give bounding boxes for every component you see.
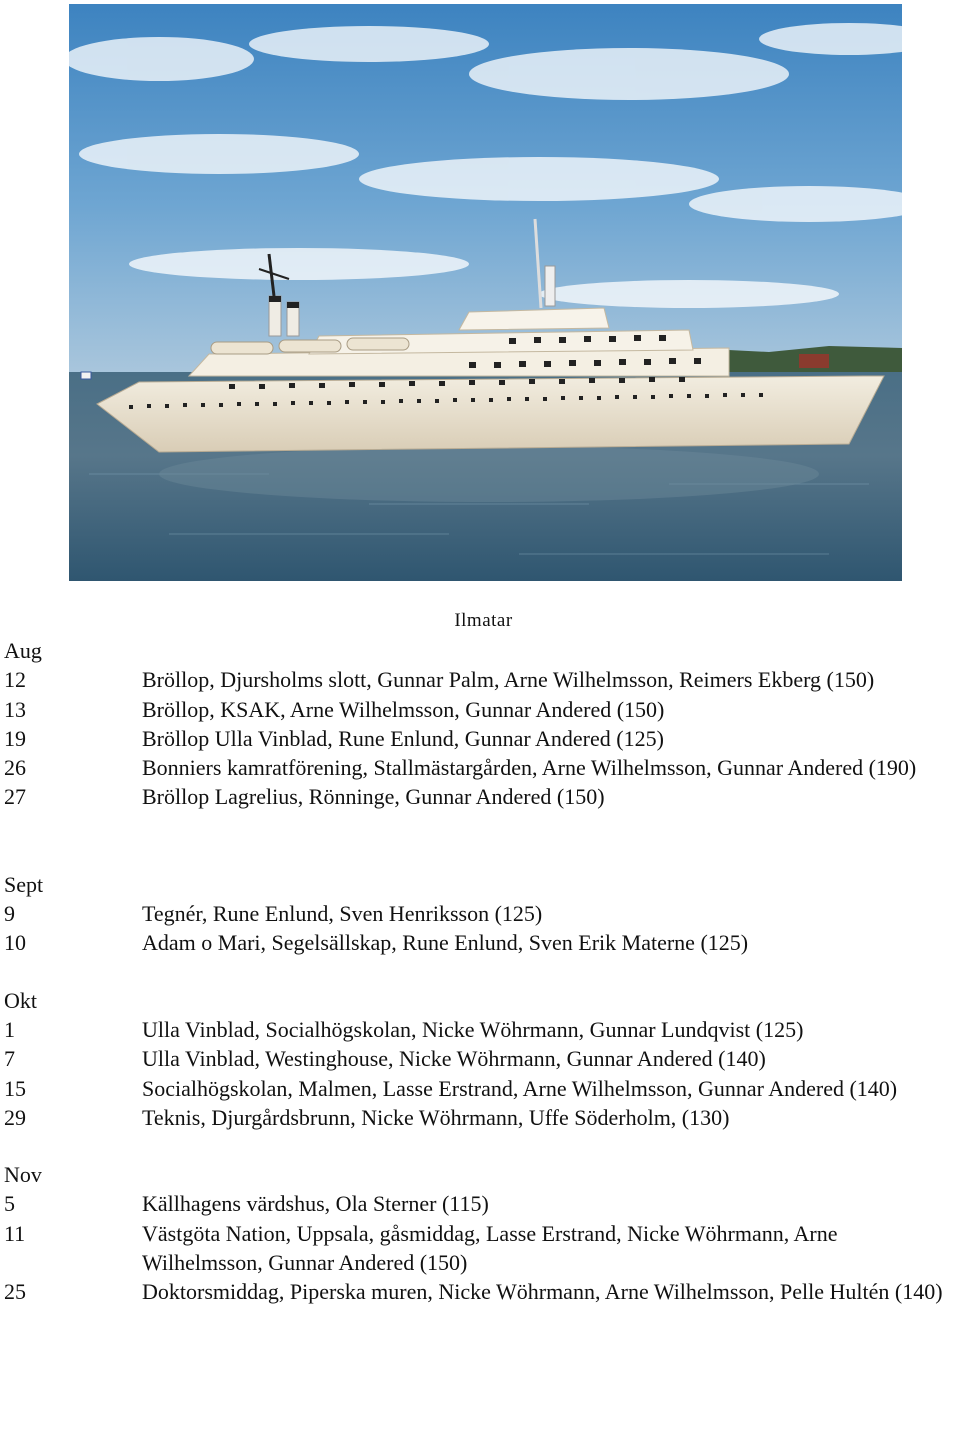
entry-text: Bröllop, KSAK, Arne Wilhelmsson, Gunnar Andered (150) [142,696,665,722]
list-item [4,665,960,694]
entry-text: Bröllop, Djursholms slott, Gunnar Palm, Arne Wilhelmsson, Reimers Ekberg (150) [142,667,875,693]
month-section [4,1160,960,1306]
list-item [4,724,960,753]
list-item [4,782,960,811]
entry-text: Ulla Vinblad, Westinghouse, Nicke Wöhrmann, Gunnar Andered (140) [142,1046,766,1072]
entry-day: 26 [4,755,26,781]
entry-text: Bröllop Lagrelius, Rönninge, Gunnar Andered (150) [142,784,605,810]
entry-text: Bonniers kamratförening, Stallmästargården, Arne Wilhelmsson, Gunnar Andered (190) [142,755,917,781]
event-schedule [4,636,960,1307]
entry-day: 10 [4,930,26,956]
ship-photo [69,4,902,581]
entry-text: Teknis, Djurgårdsbrunn, Nicke Wöhrmann, Uffe Söderholm, (130) [142,1104,730,1130]
list-item [4,753,960,782]
entry-text: Västgöta Nation, Uppsala, gåsmiddag, Lasse Erstrand, Nicke Wöhrmann, Arne Wilhelmsson, Gunnar Andered (150) [142,1220,838,1276]
entry-day: 1 [4,1016,15,1042]
section-spacer [4,958,960,986]
photo-caption: Ilmatar [454,610,513,631]
entry-text: Tegnér, Rune Enlund, Sven Henriksson (125) [142,901,543,927]
entry-day: 29 [4,1104,26,1130]
entry-day: 15 [4,1075,26,1101]
entry-day: 12 [4,667,26,693]
month-label: Sept [4,871,44,897]
list-item [4,1044,960,1073]
section-spacer [4,1132,960,1160]
month-label: Aug [4,638,42,663]
month-section [4,870,960,958]
entry-day: 13 [4,696,26,722]
month-label: Okt [4,987,37,1013]
entry-text: Doktorsmiddag, Piperska muren, Nicke Wöhrmann, Arne Wilhelmsson, Pelle Hultén (140) [142,1279,943,1305]
list-item [4,928,960,957]
entry-day: 19 [4,725,26,751]
entry-day: 9 [4,901,15,927]
month-section [4,636,960,812]
entry-day: 7 [4,1046,15,1072]
entry-text: Bröllop Ulla Vinblad, Rune Enlund, Gunnar Andered (125) [142,725,664,751]
month-label: Nov [4,1162,42,1188]
entry-text: Socialhögskolan, Malmen, Lasse Erstrand, Arne Wilhelmsson, Gunnar Andered (140) [142,1075,898,1101]
entry-text: Källhagens värdshus, Ola Sterner (115) [142,1191,489,1217]
list-item [4,1189,960,1218]
month-section [4,986,960,1132]
list-item [4,1015,960,1044]
entry-day: 5 [4,1191,15,1217]
list-item [4,1074,960,1103]
list-item [4,899,960,928]
section-spacer [4,812,960,870]
list-item [4,1219,960,1278]
list-item [4,1103,960,1132]
list-item [4,1277,960,1306]
entry-text: Adam o Mari, Segelsällskap, Rune Enlund, Sven Erik Materne (125) [142,930,749,956]
entry-day: 25 [4,1279,26,1305]
list-item [4,695,960,724]
entry-day: 11 [4,1220,26,1246]
entry-day: 27 [4,784,26,810]
entry-text: Ulla Vinblad, Socialhögskolan, Nicke Wöhrmann, Gunnar Lundqvist (125) [142,1016,804,1042]
